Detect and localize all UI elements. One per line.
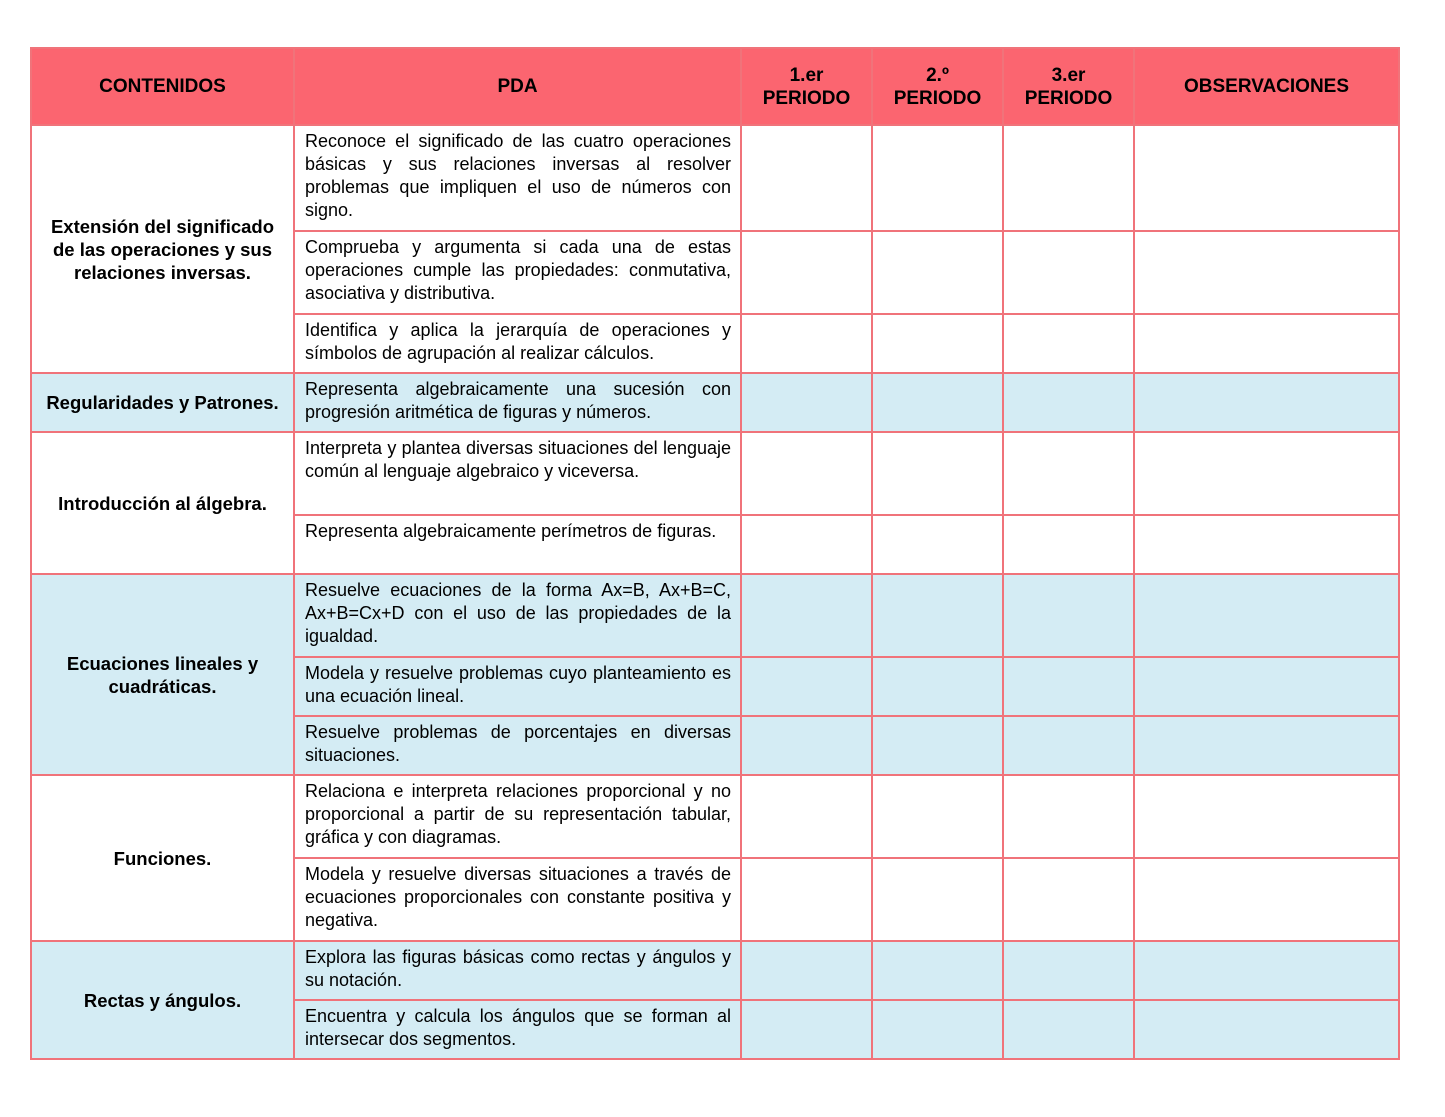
periodo-3-cell[interactable]: [1003, 941, 1134, 1000]
periodo-1-cell[interactable]: [741, 125, 872, 231]
header-periodo-2-label: PERIODO: [893, 87, 982, 109]
pda-cell: Representa algebraicamente perímetros de figuras.: [294, 515, 741, 574]
periodo-2-cell[interactable]: [872, 941, 1003, 1000]
pda-cell: Resuelve ecuaciones de la forma Ax=B, Ax+B=C, Ax+B=Cx+D con el uso de las propiedades de la igualdad.: [294, 574, 741, 657]
periodo-1-cell[interactable]: [741, 231, 872, 314]
header-periodo-1-label: PERIODO: [762, 87, 851, 109]
contenido-cell: Funciones.: [31, 775, 294, 941]
periodo-2-cell[interactable]: [872, 716, 1003, 775]
evaluation-table: [30, 47, 1400, 1060]
pda-cell: Explora las figuras básicas como rectas y ángulos y su notación.: [294, 941, 741, 1000]
periodo-2-cell[interactable]: [872, 125, 1003, 231]
periodo-3-cell[interactable]: [1003, 231, 1134, 314]
header-periodo-2: [872, 48, 1003, 125]
periodo-1-cell[interactable]: [741, 775, 872, 858]
table-row: [31, 574, 1399, 657]
periodo-3-cell[interactable]: [1003, 1000, 1134, 1059]
pda-cell: Identifica y aplica la jerarquía de operaciones y símbolos de agrupación al realizar cálculos.: [294, 314, 741, 373]
observaciones-cell[interactable]: [1134, 716, 1399, 775]
observaciones-cell[interactable]: [1134, 775, 1399, 858]
periodo-3-cell[interactable]: [1003, 574, 1134, 657]
periodo-2-cell[interactable]: [872, 373, 1003, 432]
header-observaciones: OBSERVACIONES: [1134, 48, 1399, 125]
observaciones-cell[interactable]: [1134, 515, 1399, 574]
contenido-cell: Ecuaciones lineales y cuadráticas.: [31, 574, 294, 775]
table-row: [31, 432, 1399, 515]
observaciones-cell[interactable]: [1134, 373, 1399, 432]
pda-cell: Resuelve problemas de porcentajes en diversas situaciones.: [294, 716, 741, 775]
pda-cell: Relaciona e interpreta relaciones proporcional y no proporcional a partir de su representación tabular, gráfica y con diagramas.: [294, 775, 741, 858]
observaciones-cell[interactable]: [1134, 314, 1399, 373]
periodo-3-cell[interactable]: [1003, 515, 1134, 574]
periodo-2-cell[interactable]: [872, 775, 1003, 858]
observaciones-cell[interactable]: [1134, 657, 1399, 716]
observaciones-cell[interactable]: [1134, 432, 1399, 515]
periodo-1-cell[interactable]: [741, 432, 872, 515]
periodo-1-cell[interactable]: [741, 941, 872, 1000]
periodo-3-cell[interactable]: [1003, 657, 1134, 716]
header-periodo-3-number: 3.er: [1051, 64, 1086, 86]
periodo-3-cell[interactable]: [1003, 125, 1134, 231]
periodo-1-cell[interactable]: [741, 515, 872, 574]
observaciones-cell[interactable]: [1134, 941, 1399, 1000]
observaciones-cell[interactable]: [1134, 125, 1399, 231]
periodo-3-cell[interactable]: [1003, 775, 1134, 858]
contenido-cell: Rectas y ángulos.: [31, 941, 294, 1059]
contenido-cell: Regularidades y Patrones.: [31, 373, 294, 432]
periodo-1-cell[interactable]: [741, 314, 872, 373]
periodo-3-cell[interactable]: [1003, 858, 1134, 941]
pda-cell: Comprueba y argumenta si cada una de estas operaciones cumple las propiedades: conmutativa, asociativa y distributiva.: [294, 231, 741, 314]
observaciones-cell[interactable]: [1134, 574, 1399, 657]
header-row: [31, 48, 1399, 125]
table-row: [31, 941, 1399, 1000]
table-row: [31, 373, 1399, 432]
header-periodo-1-number: 1.er: [789, 64, 824, 86]
periodo-1-cell[interactable]: [741, 657, 872, 716]
periodo-1-cell[interactable]: [741, 716, 872, 775]
header-periodo-2-number: 2.º: [926, 64, 949, 86]
periodo-3-cell[interactable]: [1003, 432, 1134, 515]
header-periodo-1: [741, 48, 872, 125]
periodo-2-cell[interactable]: [872, 432, 1003, 515]
periodo-1-cell[interactable]: [741, 574, 872, 657]
header-periodo-3: [1003, 48, 1134, 125]
table-row: [31, 775, 1399, 858]
periodo-2-cell[interactable]: [872, 574, 1003, 657]
periodo-2-cell[interactable]: [872, 314, 1003, 373]
pda-cell: Encuentra y calcula los ángulos que se forman al intersecar dos segmentos.: [294, 1000, 741, 1059]
pda-cell: Representa algebraicamente una sucesión con progresión aritmética de figuras y números.: [294, 373, 741, 432]
observaciones-cell[interactable]: [1134, 858, 1399, 941]
periodo-3-cell[interactable]: [1003, 716, 1134, 775]
header-contenidos: CONTENIDOS: [31, 48, 294, 125]
periodo-2-cell[interactable]: [872, 858, 1003, 941]
periodo-1-cell[interactable]: [741, 858, 872, 941]
observaciones-cell[interactable]: [1134, 1000, 1399, 1059]
observaciones-cell[interactable]: [1134, 231, 1399, 314]
contenido-cell: Introducción al álgebra.: [31, 432, 294, 574]
periodo-2-cell[interactable]: [872, 231, 1003, 314]
periodo-2-cell[interactable]: [872, 1000, 1003, 1059]
contenido-cell: Extensión del significado de las operaciones y sus relaciones inversas.: [31, 125, 294, 373]
periodo-2-cell[interactable]: [872, 515, 1003, 574]
pda-cell: Reconoce el significado de las cuatro operaciones básicas y sus relaciones inversas al resolver problemas que impliquen el uso de números con signo.: [294, 125, 741, 231]
header-pda: PDA: [294, 48, 741, 125]
pda-cell: Modela y resuelve diversas situaciones a través de ecuaciones proporcionales con constante positiva y negativa.: [294, 858, 741, 941]
periodo-1-cell[interactable]: [741, 1000, 872, 1059]
periodo-2-cell[interactable]: [872, 657, 1003, 716]
pda-cell: Interpreta y plantea diversas situaciones del lenguaje común al lenguaje algebraico y viceversa.: [294, 432, 741, 515]
periodo-3-cell[interactable]: [1003, 314, 1134, 373]
periodo-1-cell[interactable]: [741, 373, 872, 432]
periodo-3-cell[interactable]: [1003, 373, 1134, 432]
header-periodo-3-label: PERIODO: [1024, 87, 1113, 109]
table-row: [31, 125, 1399, 231]
pda-cell: Modela y resuelve problemas cuyo planteamiento es una ecuación lineal.: [294, 657, 741, 716]
